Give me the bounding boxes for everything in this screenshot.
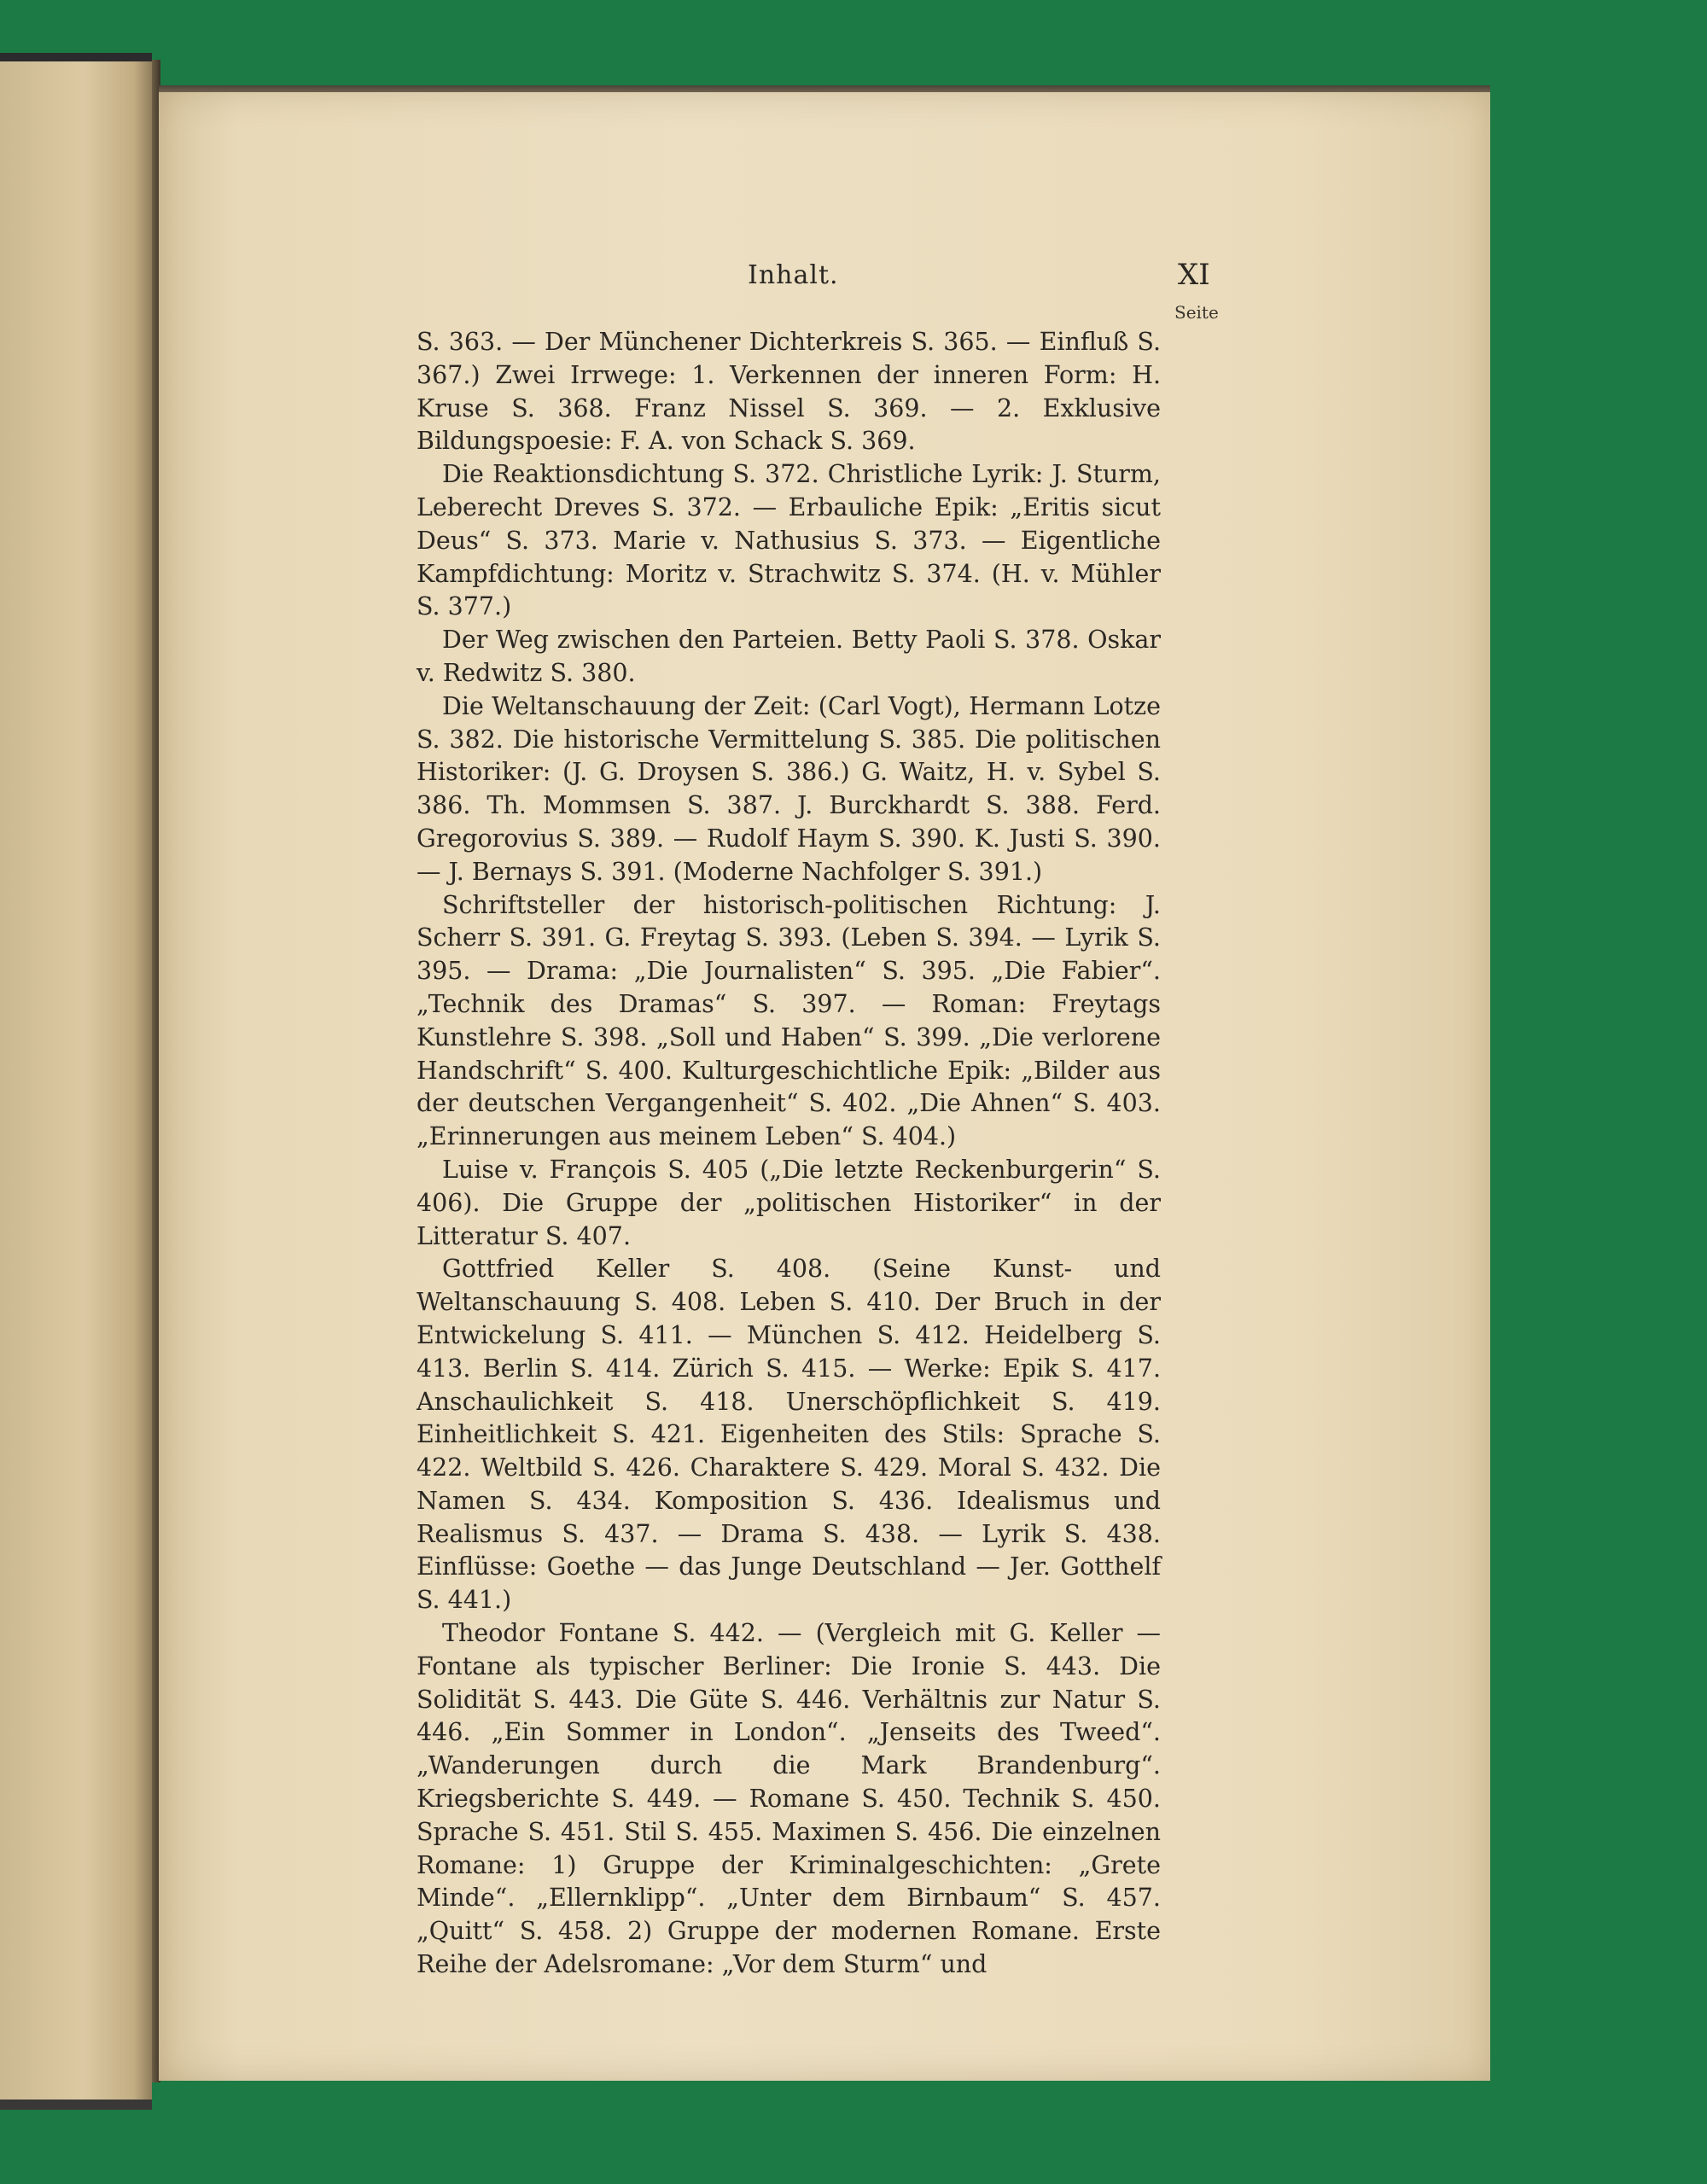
- table-of-contents-text: [417, 326, 1161, 1982]
- seite-column-label: Seite: [1174, 302, 1219, 323]
- toc-paragraph: S. 363. — Der Münchener Dichterkreis S. 365. — Einfluß S. 367.) Zwei Irrwege: 1. Verkennen der inneren Form: H. Kruse S. 368. Franz Nissel S. 369. — 2. Exklusive Bildungspoesie: F. A. von Schack S. 369.: [417, 328, 1161, 456]
- left-page: [0, 53, 152, 2110]
- running-head: Inhalt.: [748, 260, 839, 290]
- toc-paragraph: Die Reaktionsdichtung S. 372. Christliche Lyrik: J. Sturm, Leberecht Dreves S. 372. — Erbauliche Epik: „Eritis sicut Deus“ S. 373. Marie v. Nathusius S. 373. — Eigentliche Kampfdichtung: Moritz v. Strachwitz S. 374. (H. v. Mühler S. 377.): [417, 460, 1161, 621]
- page-number: XI: [1178, 258, 1210, 292]
- toc-paragraph: Luise v. François S. 405 („Die letzte Reckenburgerin“ S. 406). Die Gruppe der „politischen Historiker“ in der Litteratur S. 407.: [417, 1155, 1161, 1250]
- toc-paragraph: Theodor Fontane S. 442. — (Vergleich mit G. Keller — Fontane als typischer Berliner: Die Ironie S. 443. Die Solidität S. 443. Die Güte S. 446. Verhältnis zur Natur S. 446. „Ein Sommer in London“. „Jenseits des Tweed“. „Wanderungen durch die Mark Brandenburg“. Kriegsberichte S. 449. — Romane S. 450. Technik S. 450. Sprache S. 451. Stil S. 455. Maximen S. 456. Die einzelnen Romane: 1) Gruppe der Kriminalgeschichten: „Grete Minde“. „Ellernklipp“. „Unter dem Birnbaum“ S. 457. „Quitt“ S. 458. 2) Gruppe der modernen Romane. Erste Reihe der Adelsromane: „Vor dem Sturm“ und: [417, 1619, 1161, 1979]
- toc-paragraph: Die Weltanschauung der Zeit: (Carl Vogt), Hermann Lotze S. 382. Die historische Vermittelung S. 385. Die politischen Historiker: (J. G. Droysen S. 386.) G. Waitz, H. v. Sybel S. 386. Th. Mommsen S. 387. J. Burckhardt S. 388. Ferd. Gregorovius S. 389. — Rudolf Haym S. 390. K. Justi S. 390. — J. Bernays S. 391. (Moderne Nachfolger S. 391.): [417, 691, 1161, 886]
- toc-paragraph: Gottfried Keller S. 408. (Seine Kunst- und Weltanschauung S. 408. Leben S. 410. Der Bruch in der Entwickelung S. 411. — München S. 412. Heidelberg S. 413. Berlin S. 414. Zürich S. 415. — Werke: Epik S. 417. Anschaulichkeit S. 418. Unerschöpflichkeit S. 419. Einheitlichkeit S. 421. Eigenheiten des Stils: Sprache S. 422. Weltbild S. 426. Charaktere S. 429. Moral S. 432. Die Namen S. 434. Komposition S. 436. Idealismus und Realismus S. 437. — Drama S. 438. — Lyrik S. 438. Einflüsse: Goethe — das Junge Deutschland — Jer. Gotthelf S. 441.): [417, 1255, 1161, 1615]
- toc-paragraph: Der Weg zwischen den Parteien. Betty Paoli S. 378. Oskar v. Redwitz S. 380.: [417, 626, 1161, 687]
- toc-paragraph: Schriftsteller der historisch-politischen Richtung: J. Scherr S. 391. G. Freytag S. 393. (Leben S. 394. — Lyrik S. 395. — Drama: „Die Journalisten“ S. 395. „Die Fabier“. „Technik des Dramas“ S. 397. — Roman: Freytags Kunstlehre S. 398. „Soll und Haben“ S. 399. „Die verlorene Handschrift“ S. 400. Kulturgeschichtliche Epik: „Bilder aus der deutschen Vergangenheit“ S. 402. „Die Ahnen“ S. 403. „Erinnerungen aus meinem Leben“ S. 404.): [417, 890, 1161, 1151]
